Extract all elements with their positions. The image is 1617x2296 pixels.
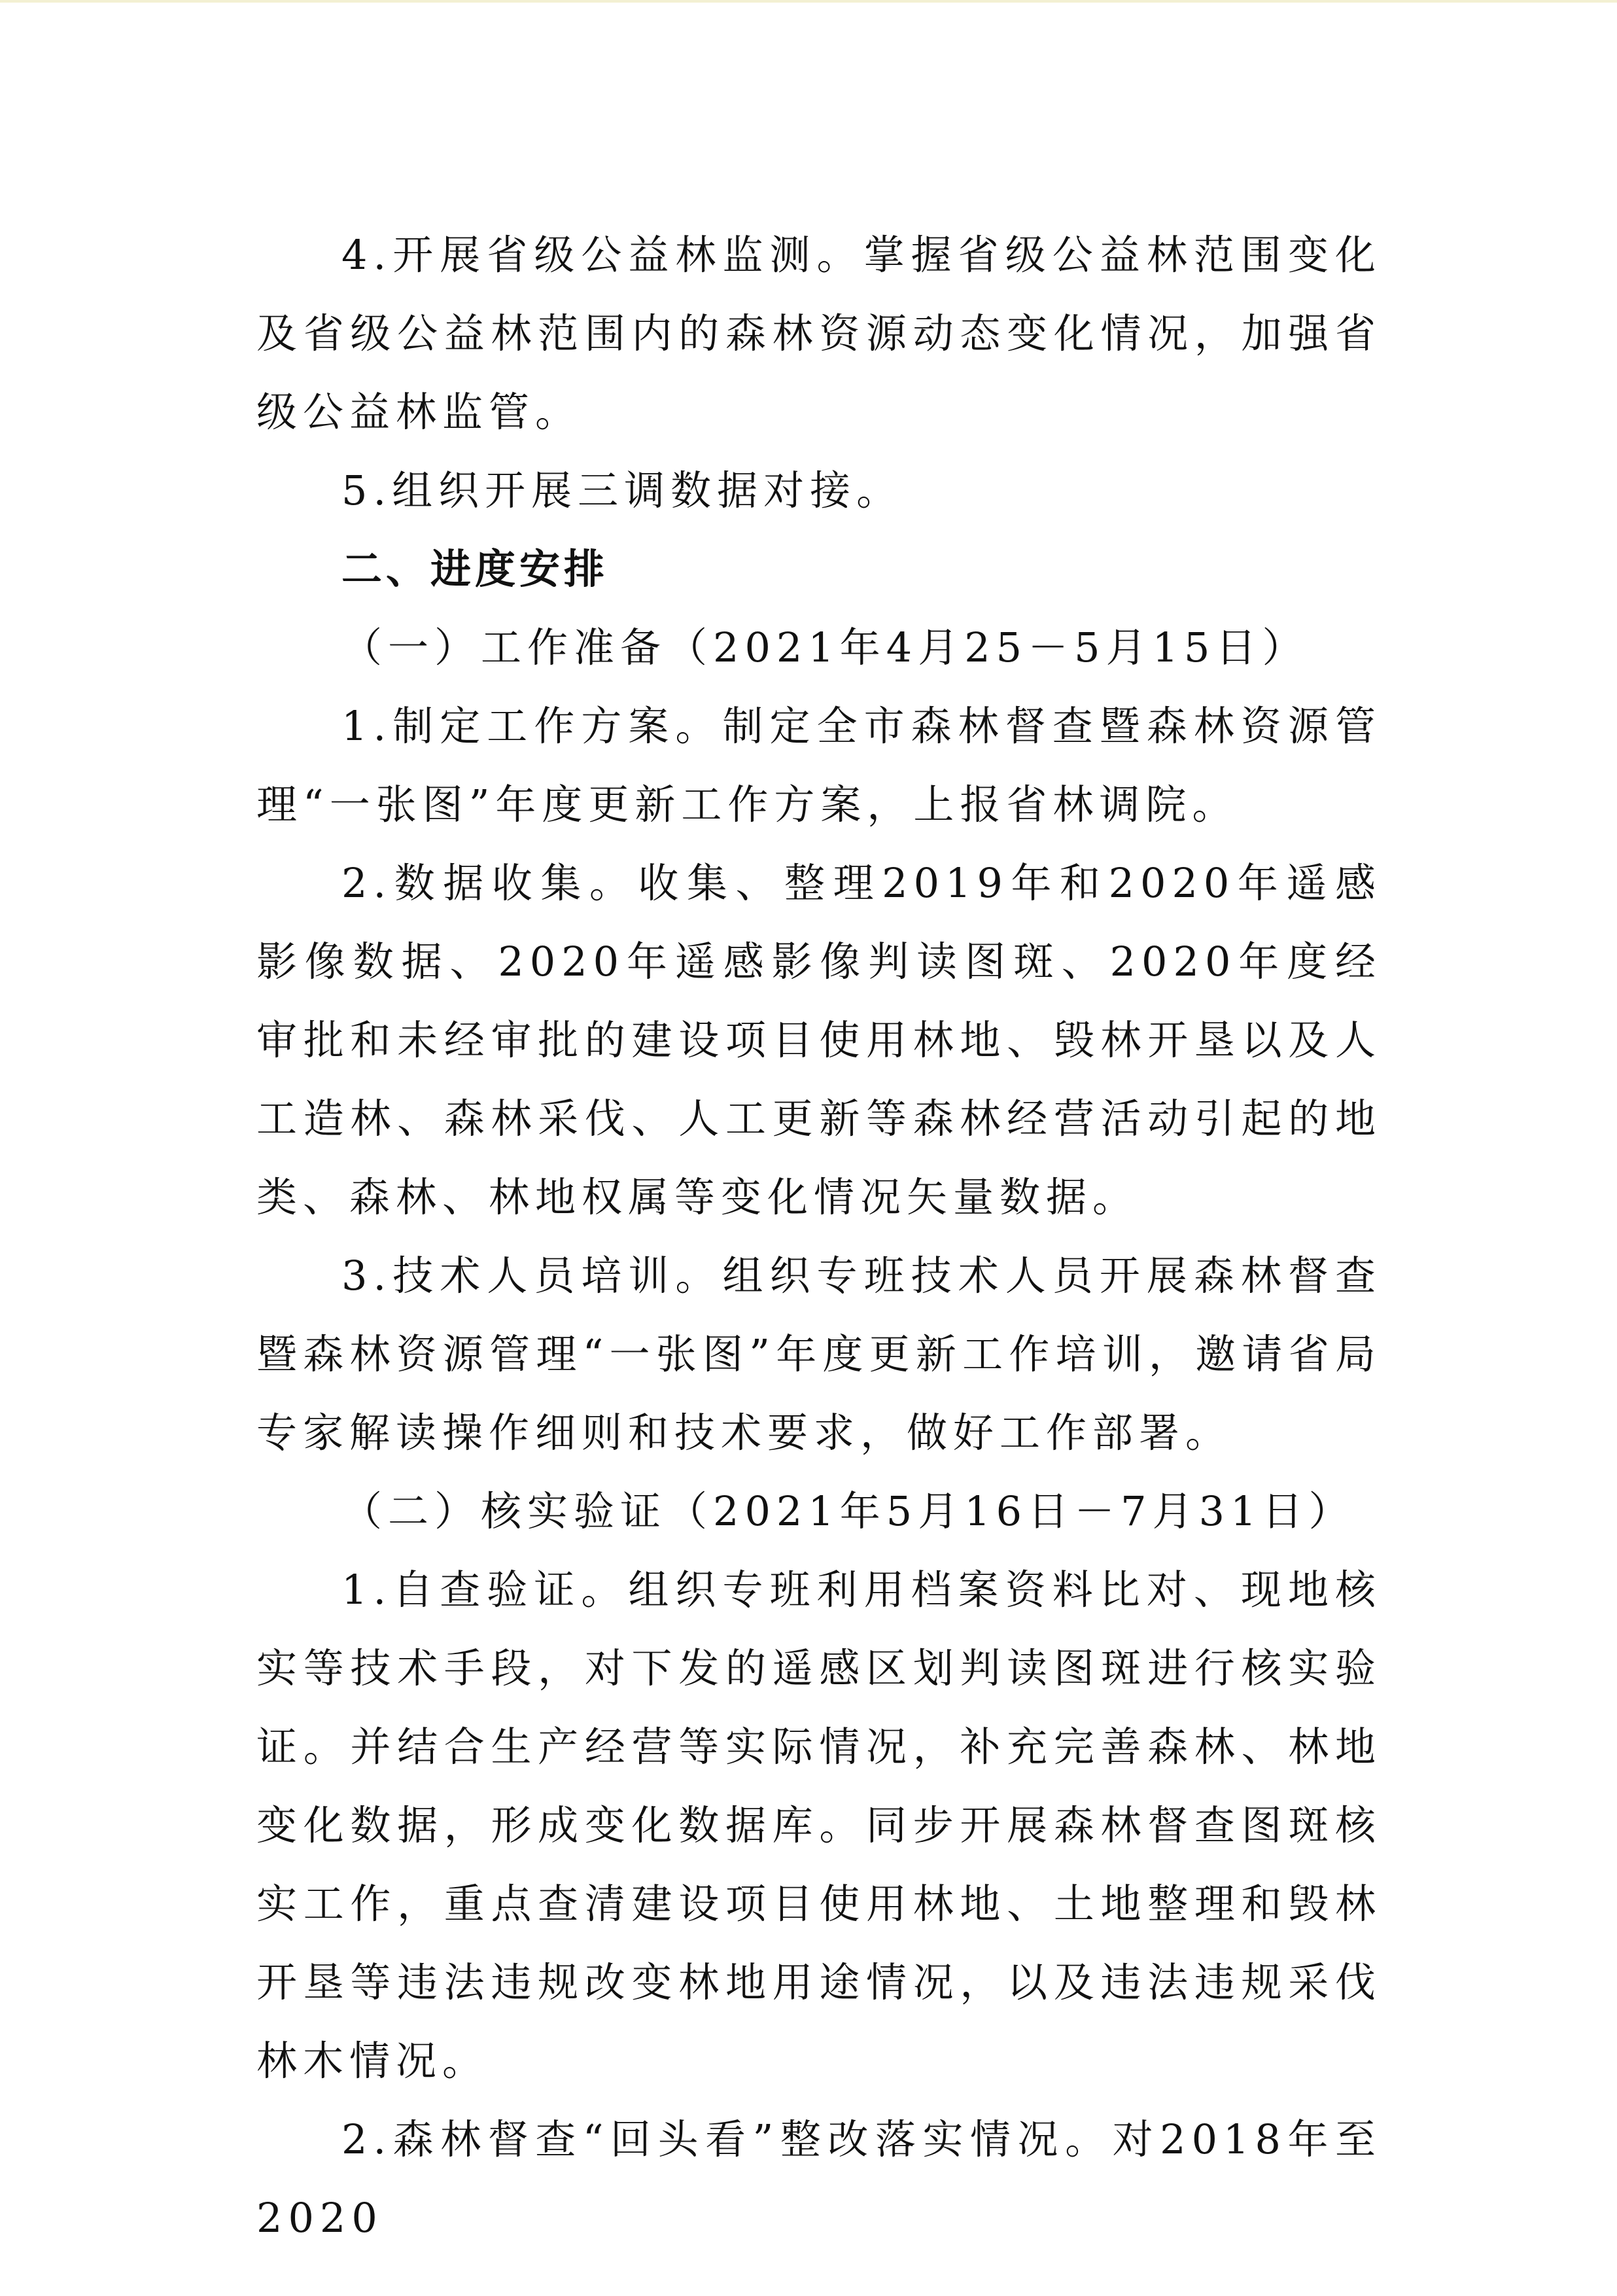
paragraph-review: 2.森林督查“回头看”整改落实情况。对2018年至2020 [256,2115,1382,2242]
paragraph-item-4: 4.开展省级公益林监测。掌握省级公益林范围变化及省级公益林范围内的森林资源动态变化情况，加强省级公益林监管。 [256,231,1382,436]
section-heading-schedule: 二、进度安排 [341,545,609,593]
paragraph-work-plan: 1.制定工作方案。制定全市森林督查暨森林资源管理“一张图”年度更新工作方案，上报省林调院。 [256,702,1382,828]
paragraph-training: 3.技术人员培训。组织专班技术人员开展森林督查暨森林资源管理“一张图”年度更新工作培训，邀请省局专家解读操作细则和技术要求，做好工作部署。 [256,1252,1382,1457]
paragraph-data-collection: 2.数据收集。收集、整理2019年和2020年遥感影像数据、2020年遥感影像判读图斑、2020年度经审批和未经审批的建设项目使用林地、毁林开垦以及人工造林、森林采伐、人工更新等森林经营活动引起的地类、森林、林地权属等变化情况矢量数据。 [256,859,1382,1221]
subsection-heading-verification: （二）核实验证（2021年5月16日－7月31日） [341,1487,1355,1535]
subsection-heading-preparation: （一）工作准备（2021年4月25－5月15日） [341,624,1309,671]
paragraph-self-check: 1.自查验证。组织专班利用档案资料比对、现地核实等技术手段，对下发的遥感区划判读图斑进行核实验证。并结合生产经营等实际情况，补充完善森林、林地变化数据，形成变化数据库。同步开展森林督查图斑核实工作，重点查清建设项目使用林地、土地整理和毁林开垦等违法违规改变林地用途情况，以及违法违规采伐林木情况。 [256,1566,1382,2085]
document-page [256,216,1382,2257]
page-top-edge [0,0,1617,3]
paragraph-item-5: 5.组织开展三调数据对接。 [341,467,903,514]
